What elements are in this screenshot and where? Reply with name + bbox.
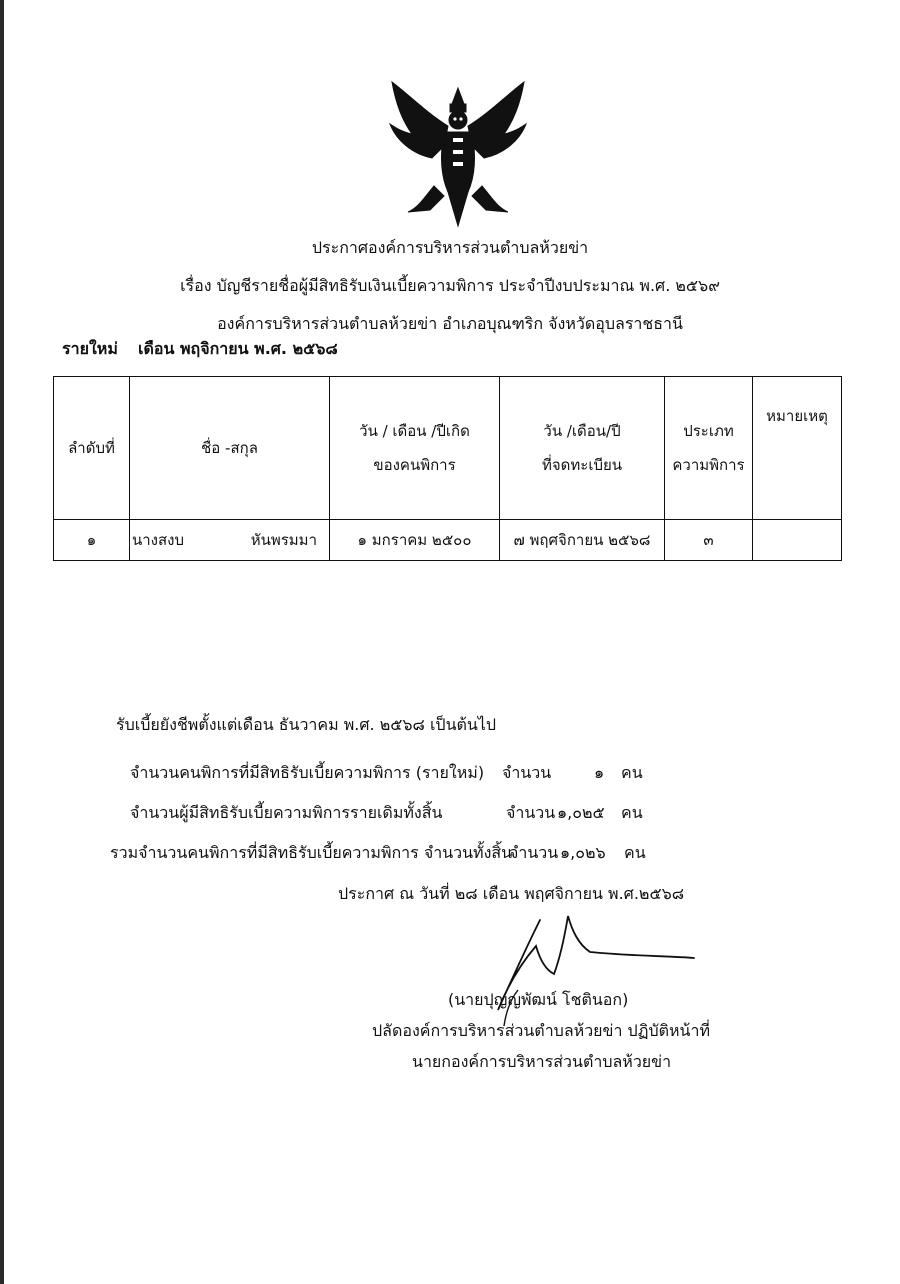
cell-disability-type: ๓ [665,520,753,561]
announcement-title: ประกาศองค์การบริหารส่วนตำบลห้วยข่า [311,238,589,257]
cell-first-name: นางสงบ [132,531,185,549]
new-count-label: จำนวนคนพิการที่มีสิทธิรับเบี้ยความพิการ (รายใหม่) [130,763,485,782]
cell-birth-date: ๑ มกราคม ๒๕๐๐ [330,520,500,561]
announcement-subject: เรื่อง บัญชีรายชื่อผู้มีสิทธิรับเงินเบี้ยความพิการ ประจำปีงบประมาณ พ.ศ. ๒๕๖๙ [180,276,720,295]
header-registration [500,377,665,520]
total-count-label: รวมจำนวนคนพิการที่มีสิทธิรับเบี้ยความพิการ จำนวนทั้งสิ้น [110,843,513,862]
cell-reg-date: ๗ พฤศจิกายน ๒๕๖๘ [500,520,665,561]
list-type-label: รายใหม่ [62,339,118,358]
header-birth-line1: วัน / เดือน /ปีเกิด [359,422,470,440]
header-birth-line2: ของคนพิการ [373,456,456,474]
total-count-word: จำนวน [509,843,559,862]
existing-count-word: จำนวน [506,803,556,822]
cell-remark [753,520,842,561]
signer-name: (นายปุญญพัฒน์ โชตินอก) [448,990,629,1009]
table-header-row [54,377,842,520]
start-date-text: รับเบี้ยยังชีพตั้งแต่เดือน ธันวาคม พ.ศ. ๒๕๖๘ เป็นต้นไป [116,715,497,734]
new-count-word: จำนวน [502,763,552,782]
new-count-value: ๑ [594,763,605,782]
announcement-organization: องค์การบริหารส่วนตำบลห้วยข่า อำเภอบุณฑริก จังหวัดอุบลราชธานี [217,314,683,333]
existing-count-value: ๑,๐๒๕ [557,803,605,822]
existing-count-label: จำนวนผู้มีสิทธิรับเบี้ยความพิการรายเดิมทั้งสิ้น [130,803,443,822]
beneficiary-table [53,376,842,561]
signer-position: ปลัดองค์การบริหารส่วนตำบลห้วยข่า ปฏิบัติหน้าที่ [372,1021,711,1040]
existing-count-unit: คน [621,803,643,822]
header-type-line2: ความพิการ [672,456,745,474]
table-row [54,520,842,561]
signer-role: นายกองค์การบริหารส่วนตำบลห้วยข่า [412,1052,672,1071]
total-count-unit: คน [624,843,646,862]
garuda-emblem [378,74,538,230]
header-remark: หมายเหตุ [753,377,842,520]
page-left-border [0,0,4,1284]
header-reg-line2: ที่จดทะเบียน [541,456,623,474]
header-birth [330,377,500,520]
cell-name [130,520,330,561]
header-type-line1: ประเภท [683,422,734,440]
header-no: ลำดับที่ [54,377,130,520]
list-month-label: เดือน พฤจิกายน พ.ศ. ๒๕๖๘ [138,339,338,358]
cell-no: ๑ [54,520,130,561]
announced-date: ประกาศ ณ วันที่ ๒๘ เดือน พฤศจิกายน พ.ศ.๒๕๖๘ [338,884,685,903]
total-count-value: ๑,๐๒๖ [560,843,606,862]
cell-last-name: หันพรมมา [250,531,317,549]
new-count-unit: คน [621,763,643,782]
header-name: ชื่อ -สกุล [130,377,330,520]
header-type [665,377,753,520]
header-reg-line1: วัน /เดือน/ปี [543,422,621,440]
